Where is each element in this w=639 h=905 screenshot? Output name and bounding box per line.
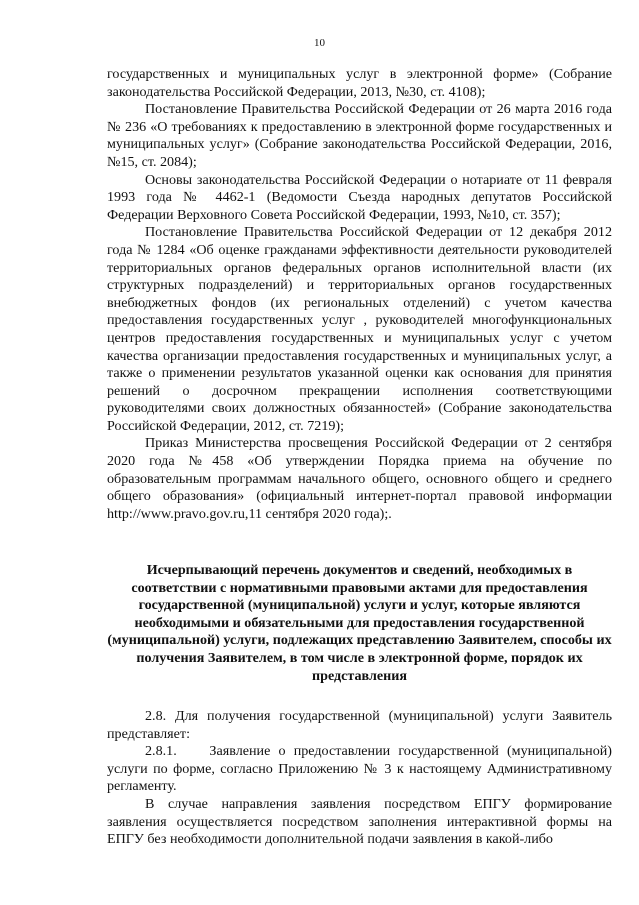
- clause-number: 2.8.1.: [145, 743, 177, 760]
- section-heading: Исчерпывающий перечень документов и сведений, необходимых в соответствии с нормативными правовыми актами для предоставления государственной (муниципальной) услуги и услуг, которые являются необходимыми и обязательными для предоставления государственной (муниципальной) услуги, подлежащих представлению Заявителем, способы их получения Заявителем, в том числе в электронной форме, порядок их представления: [107, 562, 612, 684]
- paragraph-2-8-1: [107, 743, 612, 796]
- section-body: [107, 708, 612, 849]
- page-number: 10: [314, 37, 325, 49]
- paragraph-continuation: государственных и муниципальных услуг в электронной форме» (Собрание законодательства Российской Федерации, 2013, №30, ст. 4108);: [107, 66, 612, 100]
- clause-text: Для получения государственной (муниципальной) услуги Заявитель представляет:: [107, 708, 612, 742]
- clause-text: Заявление о предоставлении государственной (муниципальной) услуги по форме, согласно Приложению № 3 к настоящему Административному регламенту.: [107, 743, 612, 795]
- paragraph-epgu: В случае направления заявления посредством ЕПГУ формирование заявления осуществляется посредством заполнения интерактивной формы на ЕПГУ без необходимости дополнительной подачи заявления в какой-либо: [107, 795, 612, 848]
- paragraph-decree-1284: Постановление Правительства Российской Федерации от 12 декабря 2012 года № 1284 «Об оценке гражданами эффективности деятельности руководителей территориальных органов федеральных органов исполнительной власти (их структурных подразделений) и территориальных органов государственных внебюджетных фондов (их региональных отделений) с учетом качества предоставления государственных услуг , руководителей многофункциональных центров предоставления государственных и муниципальных услуг с учетом качества организации предоставления государственных и муниципальных услуг, а также о применении результатов указанной оценки как основания для принятия решений о досрочном прекращении исполнения соответствующими руководителями своих должностных обязанностей» (Собрание законодательства Российской Федерации, 2012, ст. 7219);: [107, 224, 612, 434]
- paragraph-decree-236: Постановление Правительства Российской Федерации от 26 марта 2016 года № 236 «О требованиях к предоставлению в электронной форме государственных и муниципальных услуг» (Собрание законодательства Российской Федерации, 2016, №15, ст. 2084);: [107, 101, 612, 170]
- paragraph-2-8: [107, 708, 612, 743]
- paragraph-order-458: Приказ Министерства просвещения Российской Федерации от 2 сентября 2020 года №458 «Об утверждении Порядка приема на обучение по образовательным программам начального общего, основного общего и среднего общего образования» (официальный интернет-портал правовой информации http://www.pravo.gov.ru,11 сентября 2020 года);.: [107, 435, 612, 522]
- document-body: [107, 66, 612, 523]
- paragraph-notary-law: Основы законодательства Российской Федерации о нотариате от 11 февраля 1993 года № 4462-1 (Ведомости Съезда народных депутатов Российской Федерации Верховного Совета Российской Федерации, 1993, №10, ст. 357);: [107, 171, 612, 223]
- clause-number: 2.8.: [145, 708, 167, 724]
